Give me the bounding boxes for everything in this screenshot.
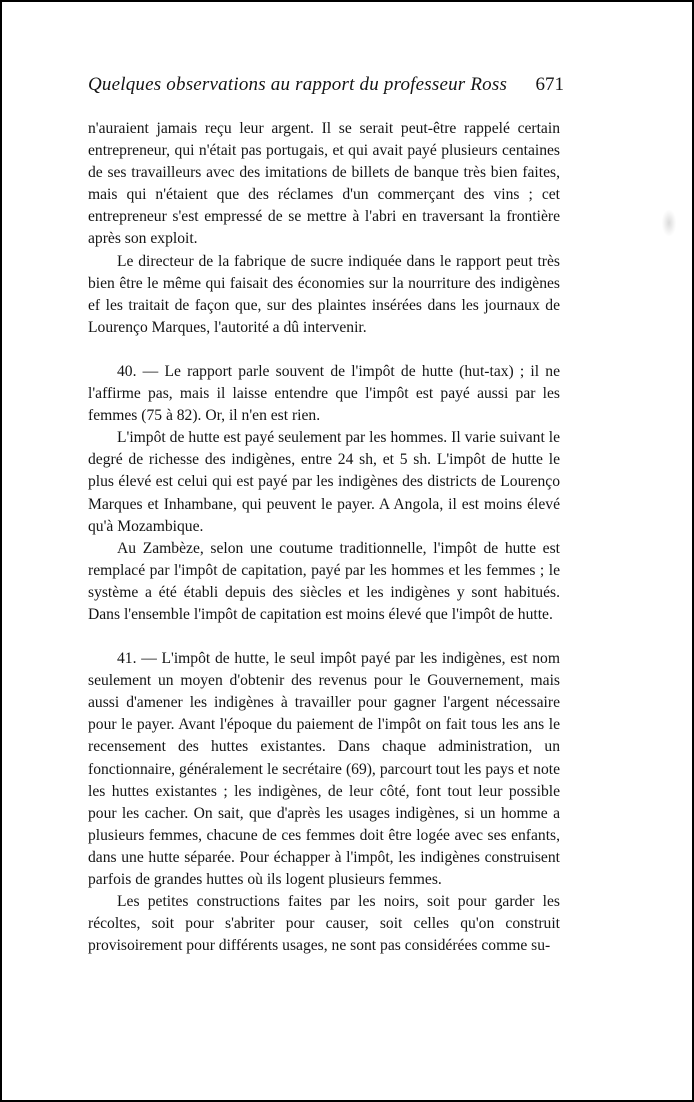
paper-blemish [662, 210, 676, 236]
paragraph: Le directeur de la fabrique de sucre indiquée dans le rapport peut très bien être le même qui faisait des économies sur la nourriture des indigènes ef les traitait de façon que, sur des plaintes insérées dans les journaux de Lourenço Marques, l'autorité a dû intervenir. [88, 252, 560, 336]
running-head [88, 74, 608, 96]
paragraph-continuation: n'auraient jamais reçu leur argent. Il se serait peut-être rappelé certain entrepreneur, qui n'était pas portugais, et qui avait payé plusieurs centaines de ses travailleurs avec des imitations de billets de banque très bien faites, mais qui n'étaient que des réclames d'un commerçant des vins ; cet entrepreneur s'est empressé de se mettre à l'abri en traversant la frontière après son exploit. [88, 120, 560, 248]
running-title: Quelques observations au rapport du professeur Ross [88, 74, 508, 95]
section-41-paragraph: 41. — L'impôt de hutte, le seul impôt payé par les indigènes, est nom seulement un moyen d'obtenir des revenus pour le Gouvernement, mais aussi d'amener les indigènes à travailler pour gagner l'argent nécessaire pour le payer. Avant l'époque du paiement de l'impôt on fait tous les ans le recensement des huttes existantes. Dans chaque administration, un fonctionnaire, généralement le secrétaire (69), parcourt tout les pays et note les huttes existantes ; les indigènes, de leur côté, font tout leur possible pour les cacher. On sait, que d'après les usages indigènes, si un homme a plusieurs femmes, chacune de ces femmes doit être logée avec ses enfants, dans une hutte séparée. Pour échapper à l'impôt, les indigènes construisent parfois de grandes huttes où ils logent plusieurs femmes. [88, 650, 560, 888]
paragraph: L'impôt de hutte est payé seulement par les hommes. Il varie suivant le degré de richesse des indigènes, entre 24 sh, et 5 sh. L'impôt de hutte le plus élevé est celui qui est payé par les indigènes des districts de Lourenço Marques et Inhambane, qui peuvent le payer. A Angola, il est moins élevé qu'à Mozambique. [88, 429, 560, 535]
paragraph: Au Zambèze, selon une coutume traditionnelle, l'impôt de hutte est remplacé par l'impôt de capitation, payé par les hommes et les femmes ; le système a été établi depuis des siècles et les indigènes y sont habitués. Dans l'ensemble l'impôt de capitation est moins élevé que l'impôt de hutte. [88, 539, 560, 623]
section-40-paragraph: 40. — Le rapport parle souvent de l'impôt de hutte (hut-tax) ; il ne l'affirme pas, mais il laisse entendre que l'impôt est payé aussi par les femmes (75 à 82). Or, il n'en est rien. [88, 362, 560, 425]
paragraph: Les petites constructions faites par les noirs, soit pour garder les récoltes, soit pour s'abriter pour causer, soit celles qu'on construit provisoirement pour différents usages, ne sont pas considérées comme su- [88, 893, 560, 955]
body-text [88, 118, 560, 957]
page-number: 671 [535, 74, 564, 95]
